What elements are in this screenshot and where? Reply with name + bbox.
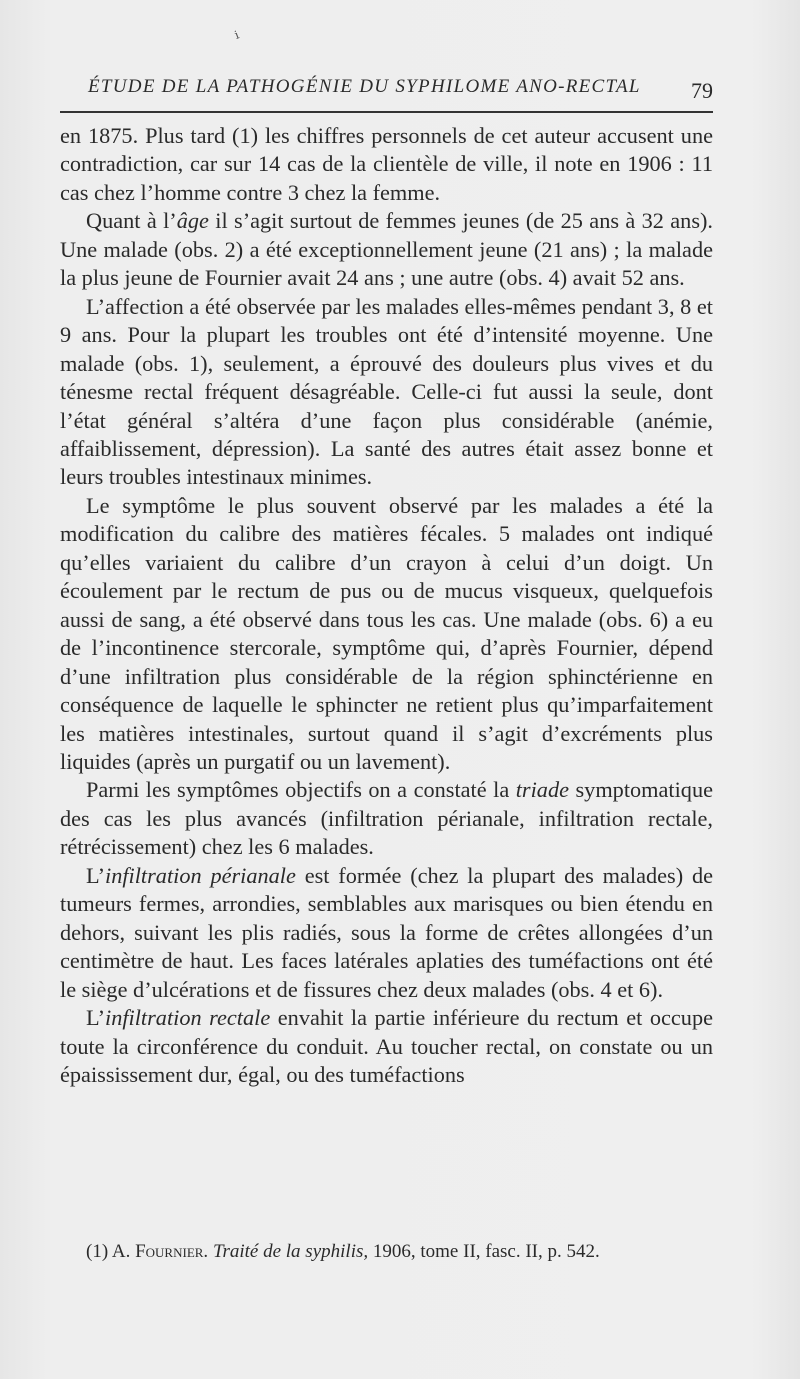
paragraph: Le symptôme le plus souvent observé par les malades a été la modification du calibre des matières fécales. 5 malades ont indiqué qu’elles variaient du calibre d’un crayon à celui d’un doigt. Un écoulement par le rectum de pus ou de mucus visqueux, quelquefois aussi de sang, a été observé dans tous les cas. Une malade (obs. 6) a eu de l’incontinence stercorale, symptôme qui, d’après Fournier, dépend d’une infiltration plus considérable de la région sphinctérienne en conséquence de laquelle le sphincter ne retient plus qu’imparfaitement les matières intestinales, surtout quand il s’agit d’excréments plus liquides (après un purgatif ou un lavement). [60,492,713,774]
header-title: ÉTUDE DE LA PATHOGÉNIE DU SYPHILOME ANO-RECTAL [88,76,641,97]
paragraph: Quant à l’âge il s’agit surtout de femmes jeunes (de 25 ans à 32 ans). Une malade (obs. 2) a été exceptionnellement jeune (21 ans) ; la malade la plus jeune de Fournier avait 24 ans ; une autre (obs. 4) avait 52 ans. [60,208,714,291]
footnote-work: Traité de la syphilis, [212,1241,369,1262]
header-rule [60,111,713,113]
footnote-author: Fournier. [135,1241,209,1262]
footnote-marker: (1) [86,1241,109,1262]
paragraph: L’infiltration rectale envahit la partie inférieure du rectum et occupe toute la circonférence du conduit. Au toucher rectal, on constate ou un épaississement dur, égal, ou des tuméfactions [60,1005,713,1087]
paragraph: Parmi les symptômes objectifs on a constaté la triade symptomatique des cas les plus avancés (infiltration périanale, infiltration rectale, rétrécissement) chez les 6 malades. [60,777,713,860]
footnote-details: 1906, tome II, fasc. II, p. 542. [372,1241,600,1262]
paragraph: L’affection a été observée par les malades elles-mêmes pendant 3, 8 et 9 ans. Pour la plupart les troubles ont été d’intensité moyenne. Une malade (obs. 1), seulement, a éprouvé des douleurs plus vives et du ténesme rectal fréquent désagréable. Celle-ci fut aussi la seule, dont l’état général s’altéra d’une façon plus considérable (anémie, affaiblissement, dépression). La santé des autres était assez bonne et leurs troubles intestinaux minimes. [60,293,713,490]
page-number: 79 [691,78,713,103]
footnote [86,1240,713,1264]
ink-mark: ⁱ [232,27,244,50]
paragraph: L’infiltration périanale est formée (chez la plupart des malades) de tumeurs fermes, arrondies, semblables aux marisques ou bien étendu en dehors, suivant les plis radiés, sous la forme de crêtes allongées d’un centimètre de haut. Les faces latérales aplaties des tuméfactions ont été le siège d’ulcérations et de fissures chez deux malades (obs. 4 et 6). [60,862,713,1002]
body-text [60,122,713,1089]
footnote-author-initial: A. [111,1241,131,1262]
running-header [88,72,713,108]
paragraph: en 1875. Plus tard (1) les chiffres personnels de cet auteur accusent une contradiction, car sur 14 cas de la clientèle de ville, il note en 1906 : 11 cas chez l’homme contre 3 chez la femme. [60,123,713,205]
